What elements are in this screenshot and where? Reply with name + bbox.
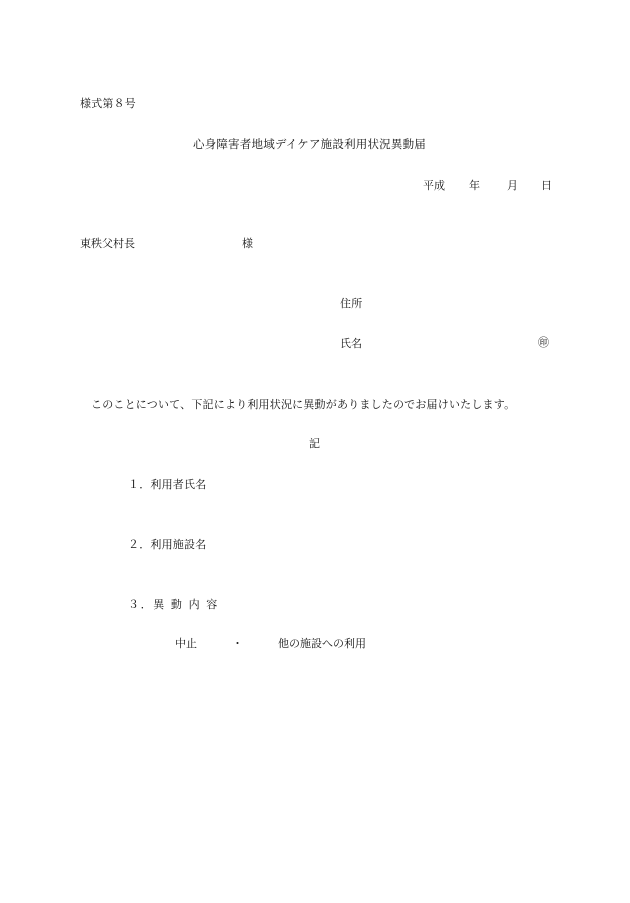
date-era: 平成 (423, 179, 445, 192)
seal-icon: ㊞ (538, 336, 549, 349)
option-other-facility: 他の施設への利用 (278, 637, 366, 650)
document-title: 心身障害者地域デイケア施設利用状況異動届 (193, 137, 426, 151)
date-day-label: 日 (541, 179, 552, 192)
address-label: 住所 (340, 297, 363, 310)
change-options (175, 638, 375, 652)
item-change-content: ３．異 動 内 容 (128, 598, 219, 611)
date-month-label: 月 (507, 179, 518, 192)
addressee-line (80, 238, 260, 252)
item-user-name: １．利用者氏名 (128, 478, 207, 491)
name-label: 氏名 (340, 337, 362, 350)
body-paragraph: このことについて、下記により利用状況に異動がありましたのでお届けいたします。 (91, 398, 516, 411)
option-discontinue: 中止 (175, 637, 197, 650)
item-facility-name: ２．利用施設名 (128, 538, 207, 551)
date-year-label: 年 (469, 179, 480, 192)
date-line (423, 180, 553, 194)
addressee-honorific: 様 (242, 237, 253, 250)
applicant-name-row (340, 338, 552, 352)
ki-heading: 記 (309, 437, 321, 450)
form-number: 様式第８号 (80, 97, 136, 110)
option-separator: ・ (232, 637, 243, 650)
addressee-name: 東秩父村長 (80, 237, 135, 250)
